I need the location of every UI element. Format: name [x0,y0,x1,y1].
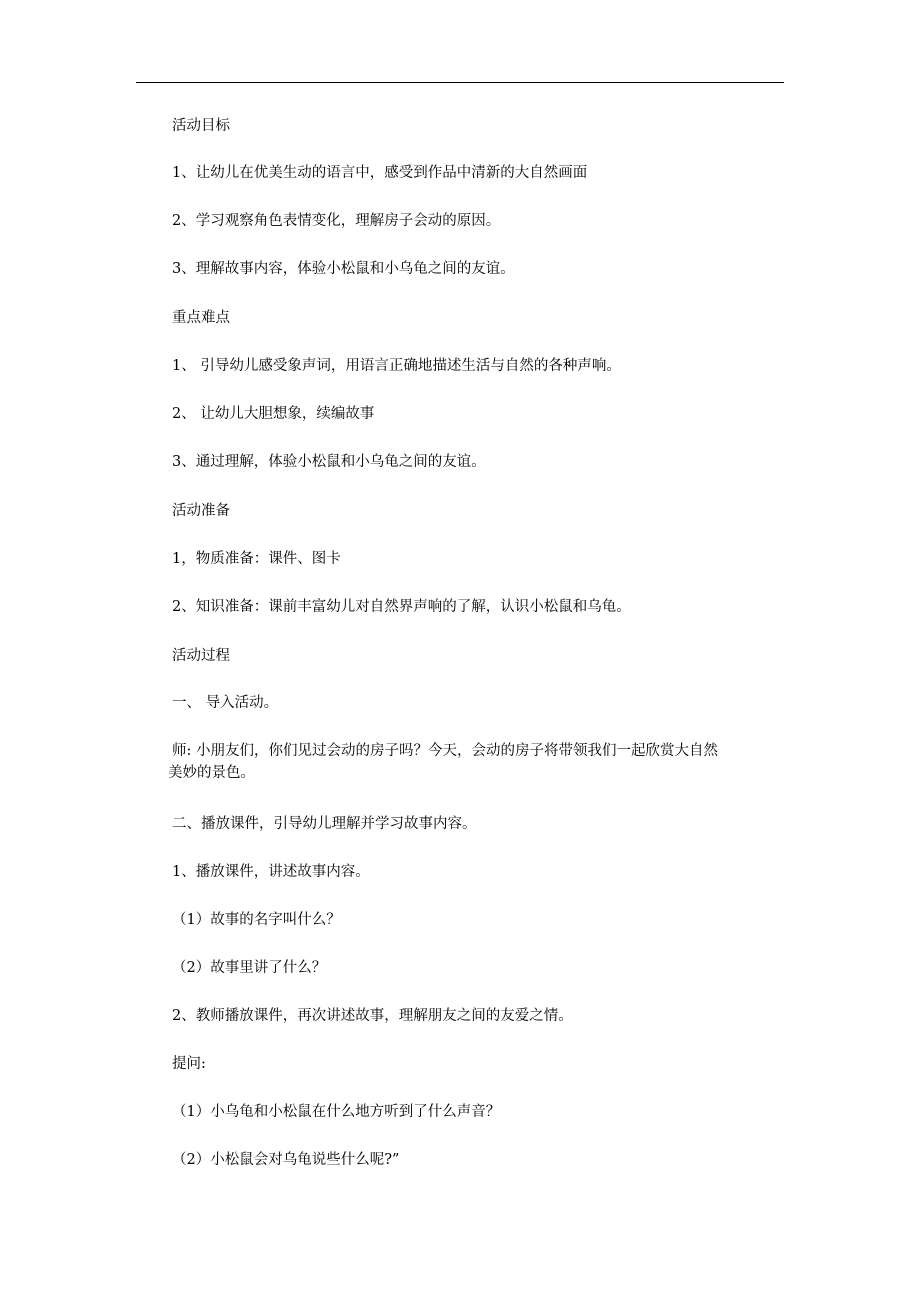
teacher-paragraph-line1: 师: 小朋友们，你们见过会动的房子吗？今天，会动的房子将带领我们一起欣赏大自然 [172,743,718,759]
text-line: （2）小松鼠会对乌龟说些什么呢?” [172,1152,400,1168]
heading-key-points: 重点难点 [172,310,230,326]
text-line: 2、知识准备：课前丰富幼儿对自然界声响的了解，认识小松鼠和乌龟。 [172,599,631,615]
teacher-paragraph [168,740,784,784]
text-line: 1、播放课件，讲述故事内容。 [172,864,370,880]
text-line: （1）故事的名字叫什么？ [172,912,341,928]
heading-preparation: 活动准备 [172,503,230,519]
text-line: 3、通过理解，体验小松鼠和小乌龟之间的友谊。 [172,454,486,470]
heading-process: 活动过程 [172,648,230,664]
text-line: 1、 引导幼儿感受象声词，用语言正确地描述生活与自然的各种声响。 [172,358,621,374]
text-line: 1，物质准备：课件、图卡 [172,551,341,567]
text-line: （2）故事里讲了什么？ [172,960,327,976]
text-line: 二、播放课件，引导幼儿理解并学习故事内容。 [172,816,477,832]
header-divider [136,82,784,83]
heading-activity-goals: 活动目标 [172,118,230,134]
text-line: 1、让幼儿在优美生动的语言中，感受到作品中清新的大自然画面 [172,165,588,181]
text-line: 2、 让幼儿大胆想象，续编故事 [172,406,375,422]
text-line: 提问: [172,1056,206,1072]
text-line: 2、教师播放课件，再次讲述故事，理解朋友之间的友爱之情。 [172,1008,573,1024]
text-line: （1）小乌龟和小松鼠在什么地方听到了什么声音？ [172,1104,501,1120]
teacher-paragraph-line2: 美妙的景色。 [168,765,255,781]
text-line: 一、 导入活动。 [172,695,279,711]
text-line: 2、学习观察角色表情变化，理解房子会动的原因。 [172,213,501,229]
text-line: 3、理解故事内容，体验小松鼠和小乌龟之间的友谊。 [172,261,515,277]
